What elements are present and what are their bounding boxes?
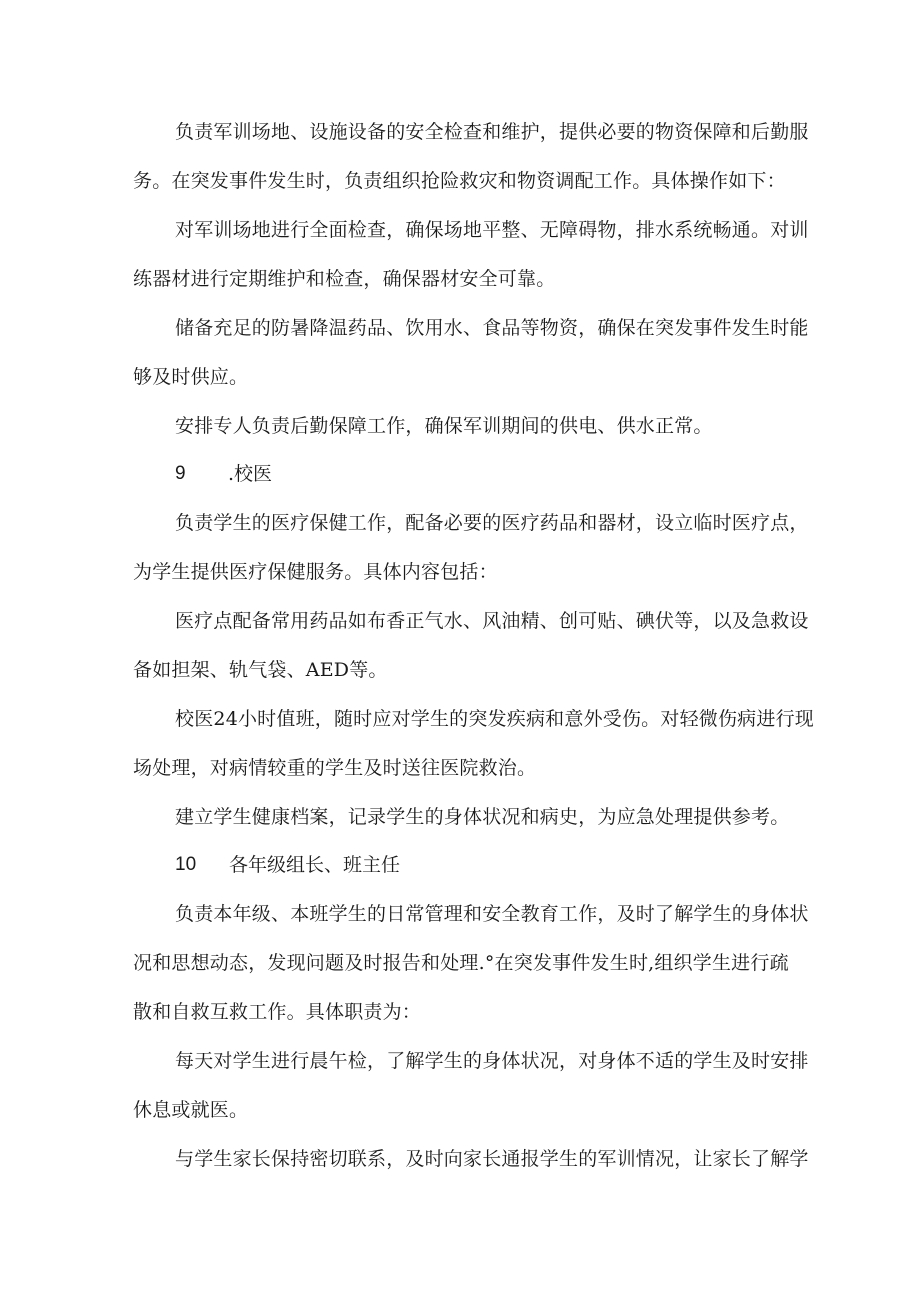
paragraph-line: 备如担架、轨气袋、AED等。 <box>133 659 388 681</box>
paragraph-line: 安排专人负责后勤保障工作，确保军训期间的供电、供水正常。 <box>175 415 713 437</box>
section-title: 各年级组长、班主任 <box>229 854 401 876</box>
paragraph-line: 为学生提供医疗保健服务。具体内容包括： <box>133 561 498 583</box>
paragraph-line: 负责军训场地、设施设备的安全检查和维护，提供必要的物资保障和后勤服 <box>175 121 809 143</box>
paragraph-line: 每天对学生进行晨午检，了解学生的身体状况，对身体不适的学生及时安排 <box>175 1050 809 1072</box>
paragraph-line: 够及时供应。 <box>133 366 249 388</box>
paragraph-line: 对军训场地进行全面检查，确保场地平整、无障碍物，排水系统畅通。对训 <box>175 219 809 241</box>
paragraph-line: 负责学生的医疗保健工作，配备必要的医疗药品和器材，设立临时医疗点， <box>175 512 809 534</box>
paragraph-line: 医疗点配备常用药品如布香正气水、风油精、创可贴、碘伏等，以及急救设 <box>175 610 809 632</box>
paragraph-line: 负责本年级、本班学生的日常管理和安全教育工作，及时了解学生的身体状 <box>175 903 809 925</box>
paragraph-line: 与学生家长保持密切联系，及时向家长通报学生的军训情况，让家长了解学 <box>175 1148 809 1170</box>
paragraph-line: 散和自救互救工作。具体职责为： <box>133 1001 422 1023</box>
paragraph-line: 练器材进行定期维护和检查，确保器材安全可靠。 <box>133 268 556 290</box>
paragraph-line: 休息或就医。 <box>133 1099 249 1121</box>
paragraph-line: 况和思想动态，发现问题及时报告和处理.°在突发事件发生时,组织学生进行疏 <box>133 952 789 974</box>
section-number: 10 <box>175 854 197 875</box>
paragraph-line: 务。在突发事件发生时，负责组织抢险救灾和物资调配工作。具体操作如下： <box>133 170 786 192</box>
paragraph-line: 建立学生健康档案，记录学生的身体状况和病史，为应急处理提供参考。 <box>175 806 790 828</box>
section-number: 9 <box>175 463 186 484</box>
section-title: .校医 <box>228 463 273 485</box>
paragraph-line: 储备充足的防暑降温药品、饮用水、食品等物资，确保在突发事件发生时能 <box>175 317 809 339</box>
paragraph-line: 校医24小时值班，随时应对学生的突发疾病和意外受伤。对轻微伤病进行现 <box>175 708 814 730</box>
paragraph-line: 场处理，对病情较重的学生及时送往医院救治。 <box>133 757 537 779</box>
